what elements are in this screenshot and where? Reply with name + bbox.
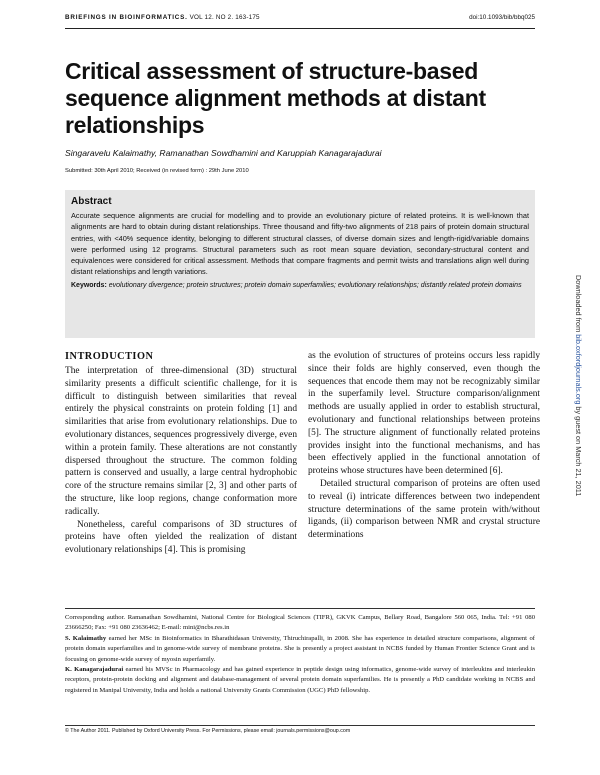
journal-link[interactable]: bib.oxfordjournals.org xyxy=(574,334,583,405)
abstract-text: Accurate sequence alignments are crucial for modelling and to provide an evolutionary picture of related proteins. It is well-known that alignments are hard to obtain during distant relationships. Three thousand and fifty-two alignments of 218 pairs of protein domain structural entries, with <40% sequence identity, belonging to different structural classes, of diverse domain sizes and length-rigid/variable domains were performed using 12 programs. Structural parameters such as root mean square deviation, secondary-structural content and equivalences were considered for critical assessment. Methods that compare fragments and permit twists and translations align well during distant relationships and length variations. xyxy=(71,211,529,277)
author-bio xyxy=(65,665,535,696)
bio-name: S. Kalaimathy xyxy=(65,634,107,642)
watermark-prefix: Downloaded from xyxy=(574,275,583,335)
article-title: Critical assessment of structure-based sequence alignment methods at distant relationships xyxy=(65,58,486,138)
right-column xyxy=(308,350,540,542)
bio-text: earned his MVSc in Pharmacology and has gained experience in peptide design using informatics, genome-wide survey of interleukins and interleukin receptors, protein-protein docking and alignment and database-management of several protein domain superfamilies. He is presently a PhD candidate working in NCBS and registered in Manipal University, India and holds a national University Grants Commission (UGC) PhD fellowship. xyxy=(65,666,536,694)
keywords xyxy=(71,280,529,291)
running-header xyxy=(65,14,535,29)
left-column xyxy=(65,350,297,557)
author-bio xyxy=(65,634,535,665)
keywords-text: evolutionary divergence; protein structures; protein domain superfamilies; evolutionary relationships; distantly related protein domains xyxy=(108,281,522,289)
paragraph: Nonetheless, careful comparisons of 3D structures of proteins have often yielded the realization of distant evolutionary relationships [4]. This is promising xyxy=(65,519,297,556)
volume-info: VOL 12. NO 2. 163-175 xyxy=(189,14,260,21)
copyright-footer: © The Author 2011. Published by Oxford University Press. For Permissions, please email: journals.permissions@oup.com xyxy=(65,725,535,734)
bio-name: K. Kanagarajadurai xyxy=(65,666,124,674)
footnote-separator xyxy=(65,608,535,609)
submission-dates: Submitted: 30th April 2010; Received (in revised form) : 29th June 2010 xyxy=(65,168,249,174)
watermark-suffix: by guest on March 21, 2011 xyxy=(574,404,583,497)
abstract-heading: Abstract xyxy=(71,196,112,207)
paragraph: The interpretation of three-dimensional (3D) structural similarity presents a difficult scientific challenge, for it is difficult to distinguish between similarities that reveal entirely the physical constraints on protein folding [1] and similarities that arise from evolutionary relationships. Due to evolutionary distances, sequences progressively diverge, even within a protein family. These alterations are not constantly dispersed throughout the structure. The common folding pattern is conserved and usually, a large central hydrophobic core of the structure remains similar [2, 3] and other parts of the structure, like loop regions, change conformation more radically. xyxy=(65,366,297,517)
journal-name: BRIEFINGS IN BIOINFORMATICS. xyxy=(65,14,188,21)
abstract-box xyxy=(65,190,535,338)
bio-text: earned her MSc in Bioinformatics in Bharathidasan University, Thiruchirapalli, in 2008. She has experience in detailed structure comparisons, alignment of protein domain superfamilies and in genome-wide survey of membrane proteins. She is presently a project assistant in NCBS funded by Human Frontier Science Grant and is focusing on genome-wide survey of myosin superfamily. xyxy=(65,634,535,663)
paragraph: as the evolution of structures of proteins occurs less rapidly since their folds are highly conserved, even though the sequences that encode them may not be recognizably similar in the superfamily level. Structure comparison/alignment methods are usually applied in order to establish structural, evolutionary and functional relationships between proteins [5]. The structure alignment of functionally related proteins provides insight into the functional mechanisms, and has been effectively applied in the functional annotation of proteins whose structures have been determined [6]. xyxy=(308,351,540,477)
journal-info xyxy=(65,14,260,21)
introduction-heading: INTRODUCTION xyxy=(65,351,154,362)
author-list: Singaravelu Kalaimathy, Ramanathan Sowdhamini and Karuppiah Kanagarajadurai xyxy=(65,148,382,158)
footnotes xyxy=(65,613,535,696)
doi: doi:10.1093/bib/bbq025 xyxy=(469,14,535,21)
paragraph: Detailed structural comparison of proteins are often used to reveal (i) intricate differences between two independent structure determinations of the same protein with/without ligands, (ii) comparison between NMR and crystal structure determinations xyxy=(308,478,540,541)
keywords-label: Keywords: xyxy=(71,281,107,289)
download-watermark xyxy=(574,275,583,496)
corresponding-author: Corresponding author. Ramanathan Sowdhamini, National Centre for Biological Sciences (TIFR), GKVK Campus, Bellary Road, Bangalore 560 065, India. Tel: +91 080 23666250; Fax: +91 080 23636462; E-mail: mini@ncbs.res.in xyxy=(65,614,535,632)
